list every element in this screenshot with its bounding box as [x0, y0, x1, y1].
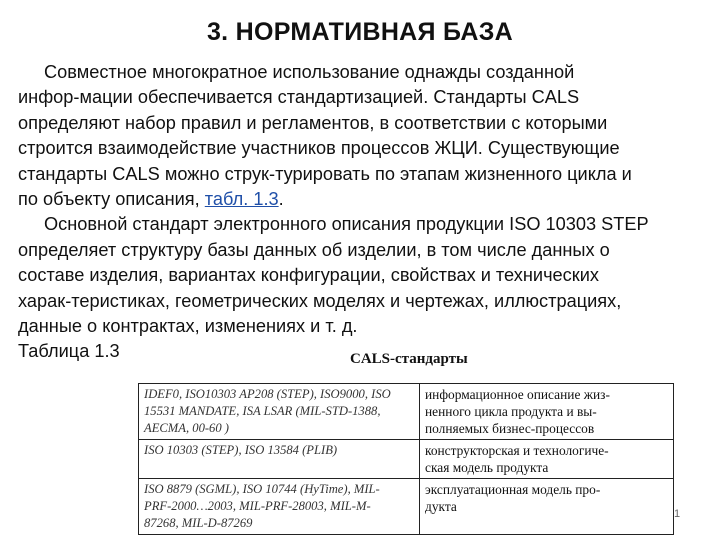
description-cell — [420, 479, 674, 535]
table-row — [139, 384, 674, 440]
text-line: данные о контрактах, изменениях и т. д. — [18, 316, 358, 337]
table-row — [139, 440, 674, 479]
text-line: Основной стандарт электронного описания продукции ISO 10303 STEP — [44, 214, 649, 235]
text-line: харак-теристиках, геометрических моделях и чертежах, иллюстрациях, — [18, 290, 622, 311]
cell-line: ненного цикла продукта и вы- — [425, 404, 597, 419]
text-line: определяют набор правил и регламентов, в соответствии с которыми — [18, 112, 608, 133]
text-line: стандарты CALS можно струк-турировать по этапам жизненного цикла и — [18, 163, 632, 184]
text-line: составе изделия, вариантах конфигурации, свойствах и технических — [18, 265, 599, 286]
text-line: по объекту описания, — [18, 189, 205, 210]
description-cell — [420, 384, 674, 440]
cell-line: информационное описание жиз- — [425, 387, 610, 402]
cell-line: ISO 10303 (STEP), ISO 13584 (PLIB) — [144, 443, 338, 457]
table-row — [139, 479, 674, 535]
cell-line: конструкторская и технологиче- — [425, 443, 609, 458]
text-line: Совместное многократное использование однажды созданной — [44, 62, 575, 82]
description-cell — [420, 440, 674, 479]
standards-cell — [139, 384, 420, 440]
table-caption: CALS-стандарты — [350, 351, 468, 367]
text-line: . — [278, 189, 284, 210]
page-number: 1 — [674, 508, 681, 520]
cell-line: эксплуатационная модель про- — [425, 482, 601, 497]
cell-line: 87268, MIL-D-87269 — [144, 516, 253, 530]
cell-line: IDEF0, ISO10303 AP208 (STEP), ISO9000, ISO — [144, 387, 391, 401]
table-reference-link[interactable]: табл. 1.3 — [204, 189, 279, 210]
standards-cell — [139, 479, 420, 535]
cell-line: AECMA, 00-60 ) — [144, 421, 229, 435]
body-text — [18, 60, 708, 365]
paragraph-2 — [18, 212, 708, 339]
text-line: инфор-мации обеспечивается стандартизацией. Стандарты CALS — [18, 87, 580, 108]
paragraph-1 — [18, 60, 708, 212]
standards-cell — [139, 440, 420, 479]
cell-line: 15531 MANDATE, ISA LSAR (MIL-STD-1388, — [144, 404, 381, 418]
cell-line: PRF-2000…2003, MIL-PRF-28003, MIL-M- — [144, 499, 371, 513]
table-label: Таблица 1.3 — [18, 341, 120, 362]
text-line: строится взаимодействие участников процессов ЖЦИ. Существующие — [18, 138, 620, 159]
text-line: определяет структуру базы данных об изделии, в том числе данных о — [18, 239, 610, 260]
cals-standards-table — [138, 383, 674, 535]
cell-line: ская модель продукта — [425, 460, 549, 475]
cell-line: полняемых бизнес-процессов — [425, 421, 595, 436]
cell-line: ISO 8879 (SGML), ISO 10744 (HyTime), MIL- — [144, 482, 380, 496]
page-title: 3. НОРМАТИВНАЯ БАЗА — [206, 18, 514, 46]
cell-line: дукта — [425, 499, 457, 514]
